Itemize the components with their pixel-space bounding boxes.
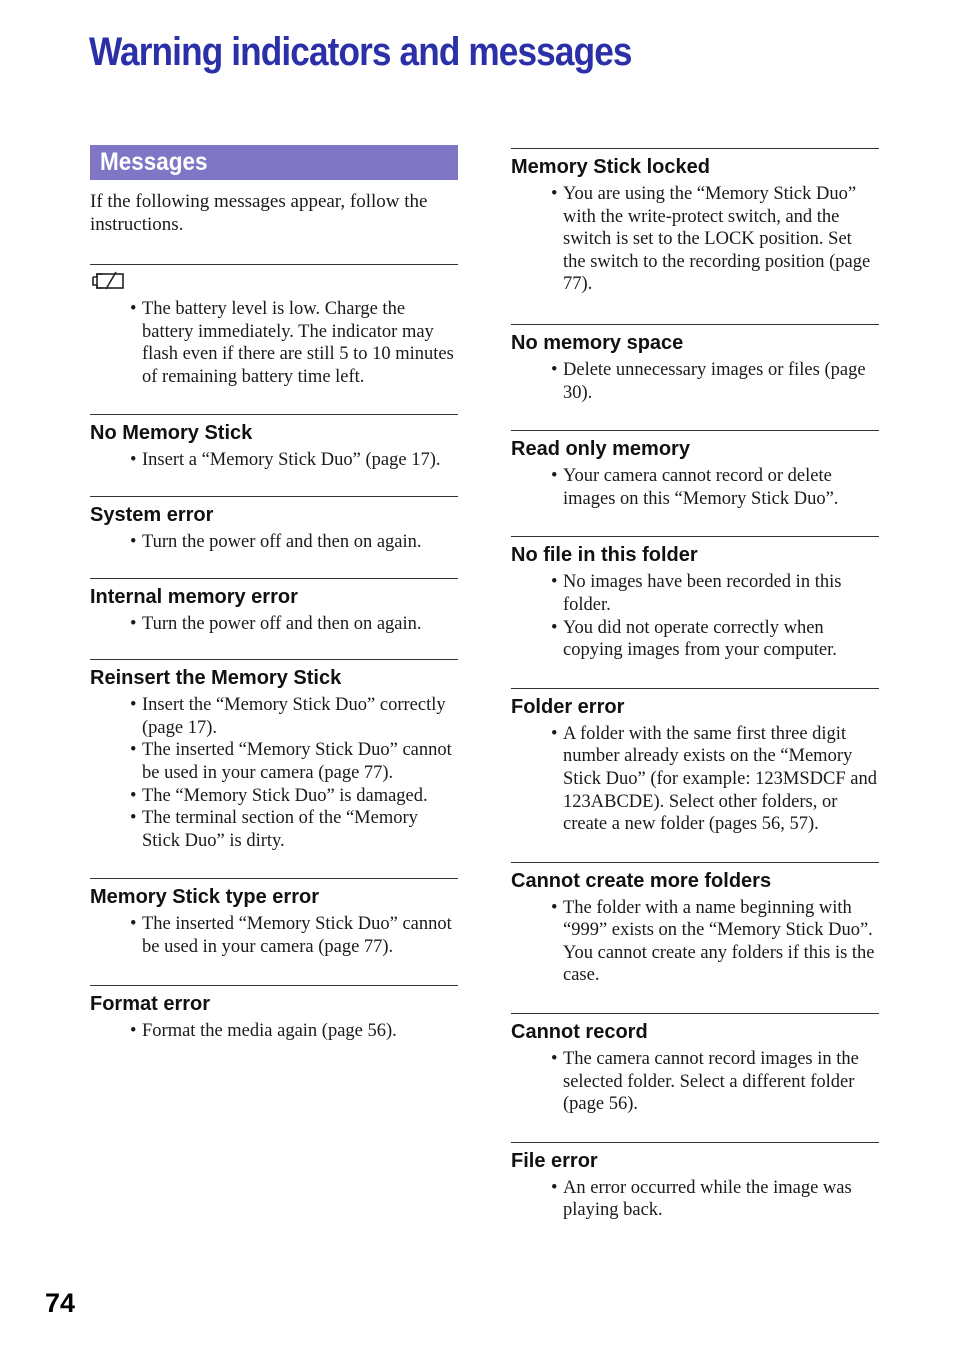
section-system-error [90, 496, 458, 578]
list-item: • Turn the power off and then on again. [142, 613, 458, 636]
section-title: System error [90, 503, 214, 526]
bullet-list [511, 723, 879, 836]
section-title: Memory Stick type error [90, 886, 319, 909]
list-item: • An error occurred while the image was playing back. [563, 1177, 879, 1222]
section-internal-memory-error [90, 578, 458, 660]
bullet-list [90, 913, 458, 958]
section-read-only-memory [511, 430, 879, 536]
list-item: • The “Memory Stick Duo” is damaged. [142, 785, 458, 808]
section-title: Read only memory [511, 438, 690, 461]
section-title: Internal memory error [90, 585, 298, 608]
list-item: • The folder with a name beginning with “999” exists on the “Memory Stick Duo”. You cannot create any folders if this is the case. [563, 897, 879, 987]
section-no-memory-space [511, 324, 879, 430]
bullet-list [511, 897, 879, 987]
list-item: • No images have been recorded in this folder. [563, 571, 879, 616]
section-memory-stick-type-error [90, 878, 458, 984]
list-item: • You did not operate correctly when copying images from your computer. [563, 617, 879, 662]
messages-heading-label: Messages [100, 148, 208, 176]
section-cannot-record [511, 1013, 879, 1142]
list-item: • Format the media again (page 56). [142, 1020, 458, 1043]
section-file-error [511, 1142, 879, 1222]
section-folder-error [511, 688, 879, 862]
list-item: • You are using the “Memory Stick Duo” with the write-protect switch, and the switch is set to the LOCK position. Set the switch to the recording position (page 77). [563, 183, 879, 296]
bullet-list [511, 465, 879, 510]
section-low-battery [90, 264, 458, 414]
section-title: Cannot record [511, 1021, 648, 1044]
list-item: • Delete unnecessary images or files (page 30). [563, 359, 879, 404]
right-column [511, 148, 879, 1222]
list-item: • Insert the “Memory Stick Duo” correctly (page 17). [142, 694, 458, 739]
section-title: Reinsert the Memory Stick [90, 667, 342, 690]
list-item: • A folder with the same first three digit number already exists on the “Memory Stick Duo” (for example: 123MSDCF and 123ABCDE). Select other folders, or create a new folder (pages 56, 57). [563, 723, 879, 836]
section-cannot-create-folders [511, 862, 879, 1013]
section-title: Memory Stick locked [511, 156, 710, 178]
messages-heading [90, 145, 458, 180]
section-no-memory-stick [90, 414, 458, 496]
list-item: • Turn the power off and then on again. [142, 531, 458, 554]
section-no-file-in-folder [511, 536, 879, 687]
list-item: • The camera cannot record images in the selected folder. Select a different folder (page 56). [563, 1048, 879, 1116]
section-title: No memory space [511, 331, 684, 354]
bullet-list [511, 571, 879, 661]
bullet-list [90, 449, 458, 472]
section-title: Folder error [511, 695, 625, 718]
bullet-list [90, 531, 458, 554]
intro-text: If the following messages appear, follow the instructions. [90, 191, 428, 235]
low-battery-icon [90, 268, 126, 292]
bullet-list [511, 183, 879, 296]
section-title: Cannot create more folders [511, 869, 772, 892]
list-item: • The inserted “Memory Stick Duo” cannot be used in your camera (page 77). [142, 913, 458, 958]
list-item: • Insert a “Memory Stick Duo” (page 17). [142, 449, 458, 472]
section-format-error [90, 985, 458, 1043]
list-item: • The battery level is low. Charge the battery immediately. The indicator may flash even if there are still 5 to 10 minutes of remaining battery time left. [142, 298, 458, 388]
bullet-list [511, 359, 879, 404]
list-item: • The terminal section of the “Memory Stick Duo” is dirty. [142, 807, 458, 852]
section-title: File error [511, 1149, 598, 1172]
page-number: 74 [45, 1288, 76, 1318]
list-item: • The inserted “Memory Stick Duo” cannot be used in your camera (page 77). [142, 739, 458, 784]
page-title: Warning indicators and messages [89, 30, 632, 74]
section-title: No Memory Stick [90, 422, 253, 445]
section-title: No file in this folder [511, 544, 698, 567]
list-item: • Your camera cannot record or delete images on this “Memory Stick Duo”. [563, 465, 879, 510]
left-column [90, 145, 458, 1042]
bullet-list [90, 613, 458, 636]
section-memory-stick-locked [511, 148, 879, 324]
bullet-list [90, 298, 458, 388]
section-reinsert-memory-stick [90, 659, 458, 878]
bullet-list [90, 694, 458, 852]
bullet-list [511, 1048, 879, 1116]
bullet-list [511, 1177, 879, 1222]
bullet-list [90, 1020, 458, 1043]
section-title: Format error [90, 992, 211, 1015]
